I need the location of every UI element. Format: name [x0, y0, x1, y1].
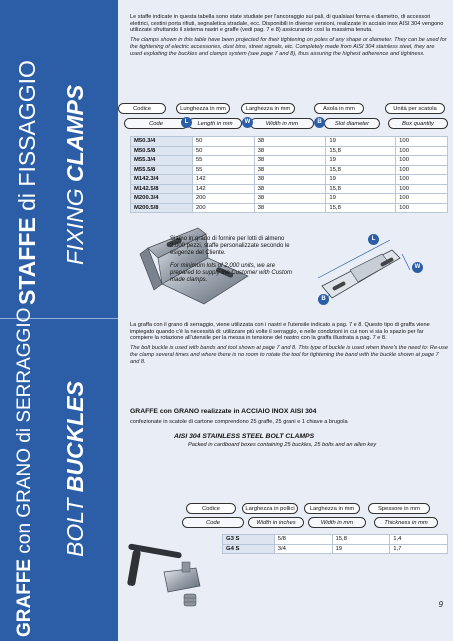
table-cell: 38: [254, 184, 326, 194]
table-cell: 142: [192, 175, 254, 185]
table-row: [131, 156, 448, 166]
table-row: [131, 203, 448, 213]
sidebar-title-it: STAFFE di FISSAGGIO: [14, 60, 40, 305]
clamps-intro: [130, 14, 448, 60]
table-cell: 15,8: [332, 535, 390, 545]
product-code: M55.5/8: [131, 165, 193, 175]
sidebar-section-bolt-buckles: [0, 307, 118, 641]
table-cell: 100: [396, 156, 448, 166]
product-code: M55.3/4: [131, 156, 193, 166]
table-row: [131, 146, 448, 156]
buckles-title-en: AISI 304 STAINLESS STEEL BOLT CLAMPS: [174, 433, 315, 440]
badge-width: W: [242, 117, 253, 128]
buckle-header-code-en: Code: [182, 517, 244, 528]
sidebar-section-fixing-clamps: [0, 0, 118, 318]
table-cell: 100: [396, 184, 448, 194]
table-cell: 100: [396, 137, 448, 147]
buckles-subtitle-en: Packed in cardboard boxes containing 25 buckles, 25 bolts and an allen key: [188, 442, 377, 448]
table-cell: 38: [254, 165, 326, 175]
header-slot-en: Slot diameter: [324, 118, 380, 129]
diagram-badge-length: L: [368, 234, 379, 245]
buckles-intro-it: La graffa con il grano di serraggio, viene utilizzata con i nastri e l'utensile indicato a pag. 7 e 8. Questo tipo di graffa viene impiegato quando c'è la necessità di: utilizzare più volte il serraggio, e nelle condizioni in cui non vi sia lo spazio per far compiere la rotazione all'utensile per la messa in tensione del nastro con la graffa illustrata a pag. 7 e 8.: [130, 322, 430, 342]
table-cell: 19: [326, 137, 396, 147]
header-width-it: Larghezza in mm: [241, 103, 295, 114]
table-cell: 100: [396, 203, 448, 213]
table-cell: 3/4: [274, 544, 332, 554]
product-code: G3 S: [223, 535, 275, 545]
buckles-intro: [130, 322, 448, 368]
product-code: M200.5/8: [131, 203, 193, 213]
custom-note-it: Siamo in grado di fornire per lotti di almeno 2.000 pezzi, staffe personalizzate secondo le esigenze del Cliente.: [170, 236, 290, 257]
buckle-header-thickness-it: Spessore in mm: [368, 503, 430, 514]
sidebar-title-it: GRAFFE con GRANO di SERRAGGIO: [14, 307, 35, 637]
header-length-en: Length in mm: [188, 118, 242, 129]
buckles-intro-en: The bolt buckle is used with bands and tool shown at page 7 and 8. This type of buckle is used when there's the need to: Re-use the clamp several times and where there is no room to rotate the tool for tightening the band with the buckle shown at page 7 and 8.: [130, 345, 448, 365]
buckle-header-width-mm-en: Width in mm: [308, 517, 366, 528]
diagram-badge-slot: B: [318, 294, 329, 305]
table-cell: 38: [254, 156, 326, 166]
header-code-it: Codice: [118, 103, 166, 114]
table-cell: 100: [396, 194, 448, 204]
product-code: M50.5/8: [131, 146, 193, 156]
table-row: [131, 184, 448, 194]
badge-slot: B: [314, 117, 325, 128]
clamps-intro-en: The clamps shown in this table have been projected for their tightening on poles of any shape or diameter. They can be used for the tightening of electric accessories, dust bins, street signals, etc. Completely made from AISI 304 stainless steel, they are used exploiting the buckles and clamps system (see page 7 and 8), thus assuring the highest adherence and tightness.: [130, 37, 447, 57]
table-cell: 142: [192, 184, 254, 194]
sidebar-band: [0, 0, 118, 641]
table-cell: 38: [254, 146, 326, 156]
table-cell: 19: [332, 544, 390, 554]
table-cell: 200: [192, 194, 254, 204]
header-boxqty-en: Box quantity: [388, 118, 448, 129]
table-cell: 15,8: [326, 146, 396, 156]
table-cell: 100: [396, 165, 448, 175]
table-cell: 38: [254, 194, 326, 204]
table-row: [131, 194, 448, 204]
table-cell: 38: [254, 203, 326, 213]
buckle-header-width-in-it: Larghezza in pollici: [242, 503, 298, 514]
buckles-subtitle-it: confezionate in scatole di cartone comprendono 25 graffe, 25 grani e 1 chiave a brugola: [130, 419, 348, 425]
header-code-en: Code: [124, 118, 188, 129]
table-row: [131, 137, 448, 147]
diagram-badge-width: W: [412, 262, 423, 273]
table-cell: 55: [192, 165, 254, 175]
header-width-en: Width in mm: [250, 118, 314, 129]
header-length-it: Lunghezza in mm: [176, 103, 230, 114]
table-cell: 1,7: [390, 544, 448, 554]
table-cell: 5/8: [274, 535, 332, 545]
buckles-table: [222, 534, 448, 554]
table-cell: 50: [192, 137, 254, 147]
sidebar-title-en: FIXING CLAMPS: [62, 84, 88, 265]
table-cell: 19: [326, 175, 396, 185]
buckle-header-code-it: Codice: [186, 503, 236, 514]
table-cell: 15,8: [326, 184, 396, 194]
clamps-table: [130, 136, 448, 213]
badge-length: L: [181, 117, 192, 128]
table-cell: 15,8: [326, 203, 396, 213]
table-cell: 19: [326, 156, 396, 166]
table-cell: 100: [396, 146, 448, 156]
header-slot-it: Asola in mm: [314, 103, 364, 114]
buckle-header-width-in-en: Width in inches: [248, 517, 304, 528]
table-row: [131, 175, 448, 185]
page-number: 9: [438, 600, 443, 609]
table-cell: 55: [192, 156, 254, 166]
buckle-header-thickness-en: Thickness in mm: [374, 517, 438, 528]
table-cell: 1,4: [390, 535, 448, 545]
product-code: M50.3/4: [131, 137, 193, 147]
product-code: M142.5/8: [131, 184, 193, 194]
table-row: [223, 544, 448, 554]
custom-note-en: For minimum lots of 2,000 units, we are prepared to supply the Customer with Custom made clamps.: [170, 262, 293, 284]
bolt-buckle-photo: [124, 528, 220, 610]
table-row: [223, 535, 448, 545]
table-cell: 38: [254, 137, 326, 147]
table-cell: 100: [396, 175, 448, 185]
custom-note: [170, 236, 298, 284]
clamps-intro-it: Le staffe indicate in questa tabella sono state studiate per l'ancoraggio sui pali, di qualsiasi forma e diametro, di accessori elettrici, cestini porta rifiuti, segnaletica stradale, ecc. Disponibili in diverse versioni, realizzate in acciaio inox AISI 304 vengono utilizzate sfruttando il sistema nastri e graffe (vedi pag. 7 e 8) assicurando così la massima tenuta.: [130, 14, 444, 34]
product-code: G4 S: [223, 544, 275, 554]
table-cell: 38: [254, 175, 326, 185]
product-code: M200.3/4: [131, 194, 193, 204]
header-boxqty-it: Unità per scatola: [385, 103, 445, 114]
product-code: M142.3/4: [131, 175, 193, 185]
table-cell: 50: [192, 146, 254, 156]
table-cell: 19: [326, 194, 396, 204]
sidebar-title-en: BOLT BUCKLES: [62, 381, 88, 557]
main-content: [118, 0, 453, 641]
table-cell: 15,8: [326, 165, 396, 175]
buckles-title-it: GRAFFE con GRANO realizzate in ACCIAIO INOX AISI 304: [130, 408, 317, 415]
buckle-header-width-mm-it: Larghezza in mm: [304, 503, 360, 514]
table-cell: 200: [192, 203, 254, 213]
table-row: [131, 165, 448, 175]
